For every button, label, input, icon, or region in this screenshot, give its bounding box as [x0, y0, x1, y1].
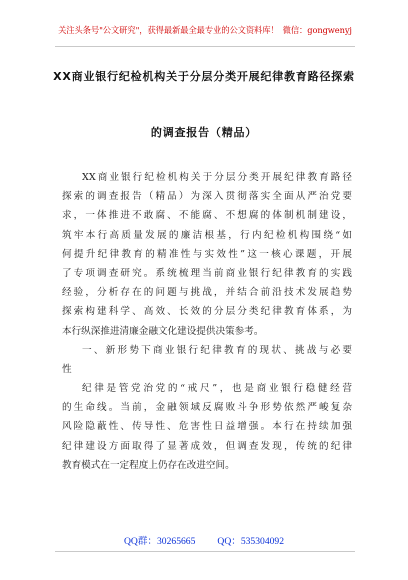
- body-line: XX商业银行纪检机构关于分层分类开展纪律教育路径: [82, 172, 352, 183]
- body-line: 探索构建科学、高效、长效的分层分类纪律教育体系，为: [62, 306, 352, 318]
- body-line: 纪律是管党治党的“戒尺”，也是商业银行稳健经营: [82, 383, 352, 395]
- footer-divider: [55, 551, 355, 552]
- section-heading-line: 一、新形势下商业银行纪律教育的现状、挑战与必要: [82, 344, 352, 356]
- qq-number: QQ：535304092: [217, 536, 285, 547]
- qq-group: QQ群：30265665: [123, 536, 196, 547]
- body-line: 风险隐蔽性、传导性、危害性日益增强。本行在持续加强: [62, 421, 352, 433]
- body-line: 了专项调查研究。系统梳理当前商业银行纪律教育的实践: [62, 267, 352, 279]
- document-subtitle: 的调查报告（精品）: [150, 126, 258, 139]
- promo-text: 关注头条号"公文研究"，获得最新最全最专业的公文资料库！: [58, 25, 279, 35]
- document-body: [62, 168, 352, 475]
- body-line: 筑牢本行高质量发展的廉洁根基，行内纪检机构围绕“如: [62, 229, 352, 241]
- document-title: XX商业银行纪检机构关于分层分类开展纪律教育路径探索: [53, 70, 355, 83]
- contact-footer: [0, 533, 408, 551]
- body-line: 纪律建设方面取得了显著成效，但调查发现，传统的纪律: [62, 440, 352, 452]
- body-line: 求，一体推进不敢腐、不能腐、不想腐的体制机制建设，: [62, 210, 352, 222]
- body-line: 的生命线。当前，金融领域反腐败斗争形势依然严峻复杂: [62, 402, 352, 414]
- wechat-id: 微信：gongwenyj: [282, 25, 352, 35]
- promo-header: [55, 22, 355, 47]
- section-heading-line: 性: [62, 363, 72, 375]
- body-line: 探索的调查报告（精品）为深入贯彻落实全面从严治党要: [62, 191, 352, 203]
- body-line: 本行纵深推进清廉金融文化建设提供决策参考。: [62, 325, 264, 337]
- body-line: 何提升纪律教育的精准性与实效性”这一核心课题，开展: [62, 248, 352, 260]
- body-line: 教育模式在一定程度上仍存在改进空间。: [62, 459, 235, 471]
- body-line: 经验，分析存在的问题与挑战，并结合前沿技术发展趋势: [62, 287, 352, 299]
